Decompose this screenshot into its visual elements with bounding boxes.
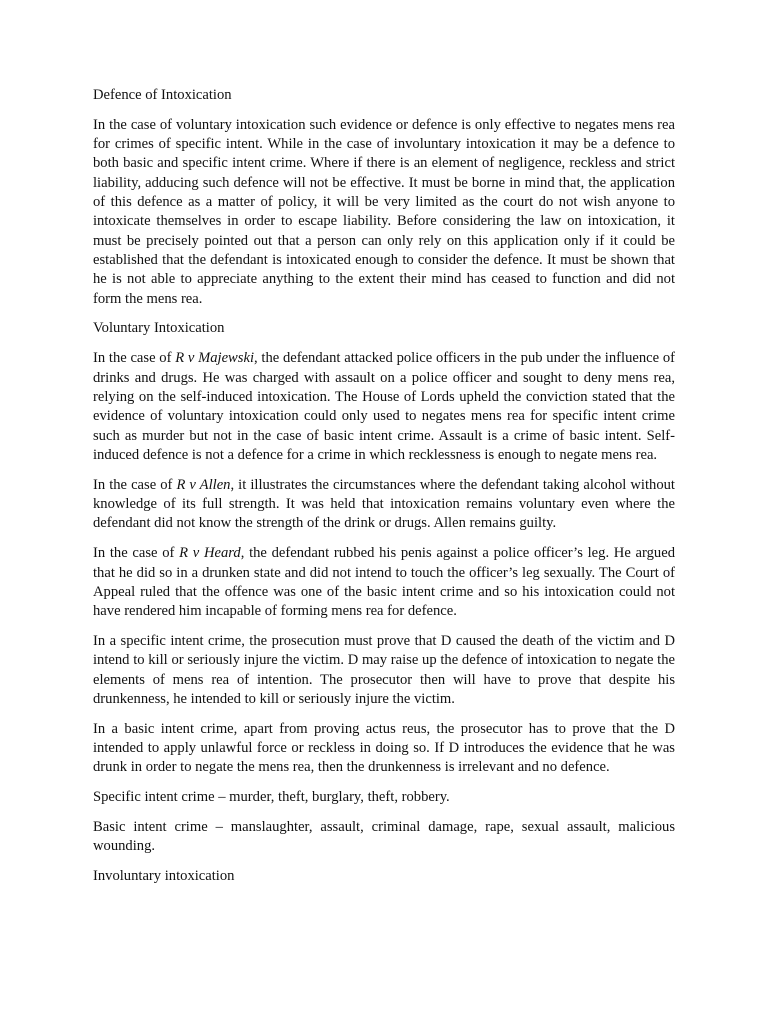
heading-voluntary-intoxication [93,319,675,338]
paragraph-specific-intent-list [93,788,675,807]
case-name-majewski: R v Majewski [175,350,254,367]
paragraph-specific-intent [93,632,675,709]
paragraph-text: In the case of [93,350,176,367]
paragraph-basic-intent [93,720,675,778]
paragraph-text: , the defendant attacked police officers in the pub under the influence of drinks and drugs. He was charged with assault on a police officer and sought to deny mens rea, relying on the self-induced intoxication. The House of Lords upheld the conviction stated that the evidence of voluntary intoxication could only used to negates mens rea for specific intent crime such as murder but not in the case of basic intent crime. Assault is a crime of basic intent. Self-induced defence is not a defence for a crime in which recklessness is enough to negate mens rea. [93,350,675,463]
paragraph-intro [93,116,675,309]
paragraph-text: In the case of [93,476,177,493]
paragraph-majewski [93,349,675,465]
paragraph-heard [93,544,675,621]
paragraph-allen [93,476,675,534]
paragraph-text: Basic intent crime – manslaughter, assault, criminal damage, rape, sexual assault, malicious wounding. [93,819,675,855]
paragraph-text: In the case of voluntary intoxication such evidence or defence is only effective to negates mens rea for crimes of specific intent. While in the case of involuntary intoxication it may be a defence to both basic and specific intent crime. Where if there is an element of negligence, reckless and strict liability, adducing such defence will not be effective. It must be borne in mind that, the application of this defence as a matter of policy, it will be very limited as the court do not wish anyone to intoxicate themselves in order to escape liability. Before considering the law on intoxication, it must be precisely pointed out that a person can only rely on this application only if it could be established that the defendant is intoxicated enough to consider the defence. It must be shown that he is not able to appreciate anything to the extent their mind has ceased to function and did not form the mens rea. [93,116,675,307]
paragraph-text: In the case of [93,545,180,562]
document-page [93,86,675,897]
heading-involuntary-intoxication [93,867,675,886]
paragraph-text: In a specific intent crime, the prosecution must prove that D caused the death of the victim and D intend to kill or seriously injure the victim. D may raise up the defence of intoxication to negate the elements of mens rea of intention. The prosecutor then will have to prove that despite his drunkenness, he intended to kill or seriously injure the victim. [93,632,675,707]
paragraph-text: , it illustrates the circumstances where the defendant taking alcohol without knowledge of its full strength. It was held that intoxication remains voluntary even where the defendant did not know the strength of the drink or drugs. Allen remains guilty. [93,476,675,532]
heading-text: Defence of Intoxication [93,87,232,103]
case-name-heard: R v Heard [179,545,241,562]
paragraph-text: Specific intent crime – murder, theft, burglary, theft, robbery. [93,789,450,806]
heading-text: Voluntary Intoxication [93,320,225,337]
heading-text: Involuntary intoxication [93,868,235,885]
heading-defence-of-intoxication [93,86,675,105]
paragraph-basic-intent-list [93,818,675,857]
case-name-allen: R v Allen [176,476,231,493]
paragraph-text: , the defendant rubbed his penis against a police officer’s leg. He argued that he did so in a drunken state and did not intend to touch the officer’s leg sexually. The Court of Appeal ruled that the offence was one of the basic intent crime and so his intoxication could not have rendered him incapable of forming mens rea for defence. [93,545,675,620]
paragraph-text: In a basic intent crime, apart from proving actus reus, the prosecutor has to prove that the D intended to apply unlawful force or reckless in doing so. If D introduces the evidence that he was drunk in order to negate the mens rea, then the drunkenness is irrelevant and no defence. [93,720,675,776]
